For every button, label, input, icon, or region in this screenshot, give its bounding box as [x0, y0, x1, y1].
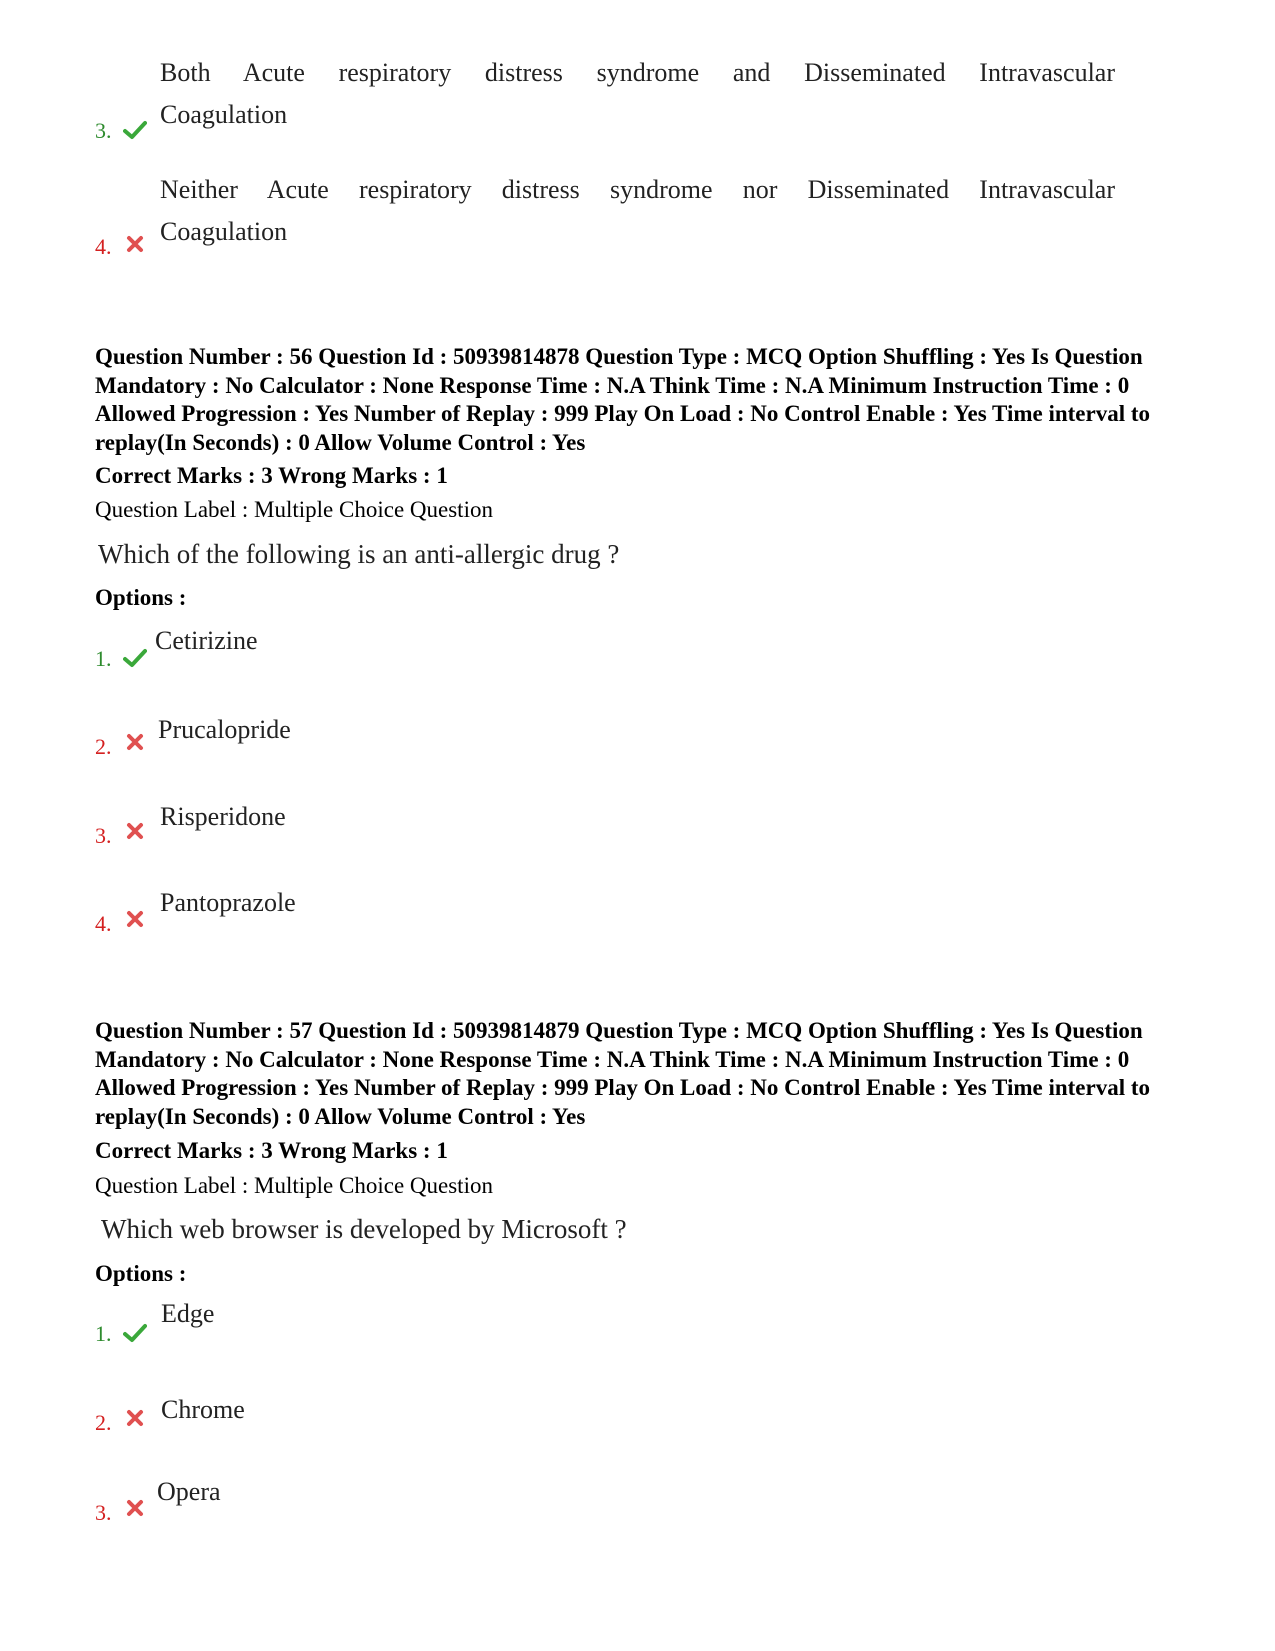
option-text: Chrome [161, 1395, 245, 1424]
options-heading: Options : [95, 585, 187, 610]
question-label: Question Label : Multiple Choice Question [95, 1173, 493, 1198]
check-icon [123, 646, 147, 670]
option-number: 3. [95, 1500, 112, 1525]
check-icon [123, 118, 147, 142]
check-icon [123, 1321, 147, 1345]
option-number: 2. [95, 734, 112, 759]
question-text: Which web browser is developed by Microsoft ? [101, 1214, 627, 1244]
option-text-line2: Coagulation [160, 100, 288, 129]
option-text: Cetirizine [155, 626, 258, 655]
option-number: 3. [95, 823, 112, 848]
option-number: 4. [95, 234, 112, 259]
question-marks: Correct Marks : 3 Wrong Marks : 1 [95, 1138, 448, 1163]
option-number: 2. [95, 1410, 112, 1435]
option-text: Opera [157, 1477, 221, 1506]
cross-icon [123, 819, 147, 843]
cross-icon [123, 907, 147, 931]
option-number: 3. [95, 118, 112, 143]
question-meta: Question Number : 56 Question Id : 50939814878 Question Type : MCQ Option Shuffling : Yes Is Question Mandatory : No Calculator : None Response Time : N.A Think Time : N.A Minimum Instruction Time : 0 Allowed Progression : Yes Number of Replay : 999 Play On Load : No Control Enable : Yes Time interval to replay(In Seconds) : 0 Allow Volume Control : Yes [95, 344, 1151, 455]
cross-icon [123, 232, 147, 256]
question-text: Which of the following is an anti-allergic drug ? [98, 539, 620, 569]
option-text-line1: Neither Acute respiratory distress syndrome nor Disseminated Intravascular [160, 175, 1115, 204]
option-text: Pantoprazole [160, 888, 296, 917]
question-meta: Question Number : 57 Question Id : 50939814879 Question Type : MCQ Option Shuffling : Yes Is Question Mandatory : No Calculator : None Response Time : N.A Think Time : N.A Minimum Instruction Time : 0 Allowed Progression : Yes Number of Replay : 999 Play On Load : No Control Enable : Yes Time interval to replay(In Seconds) : 0 Allow Volume Control : Yes [95, 1018, 1151, 1129]
options-heading: Options : [95, 1261, 187, 1286]
option-number: 1. [95, 1321, 112, 1346]
cross-icon [123, 1406, 147, 1430]
option-text: Risperidone [160, 802, 286, 831]
option-text-line1: Both Acute respiratory distress syndrome and Disseminated Intravascular [160, 58, 1115, 87]
option-number: 4. [95, 911, 112, 936]
question-label: Question Label : Multiple Choice Question [95, 497, 493, 522]
option-text-line2: Coagulation [160, 217, 288, 246]
question-marks: Correct Marks : 3 Wrong Marks : 1 [95, 463, 448, 488]
cross-icon [123, 730, 147, 754]
option-text: Edge [161, 1299, 215, 1328]
option-text: Prucalopride [158, 715, 291, 744]
option-number: 1. [95, 646, 112, 671]
cross-icon [123, 1496, 147, 1520]
